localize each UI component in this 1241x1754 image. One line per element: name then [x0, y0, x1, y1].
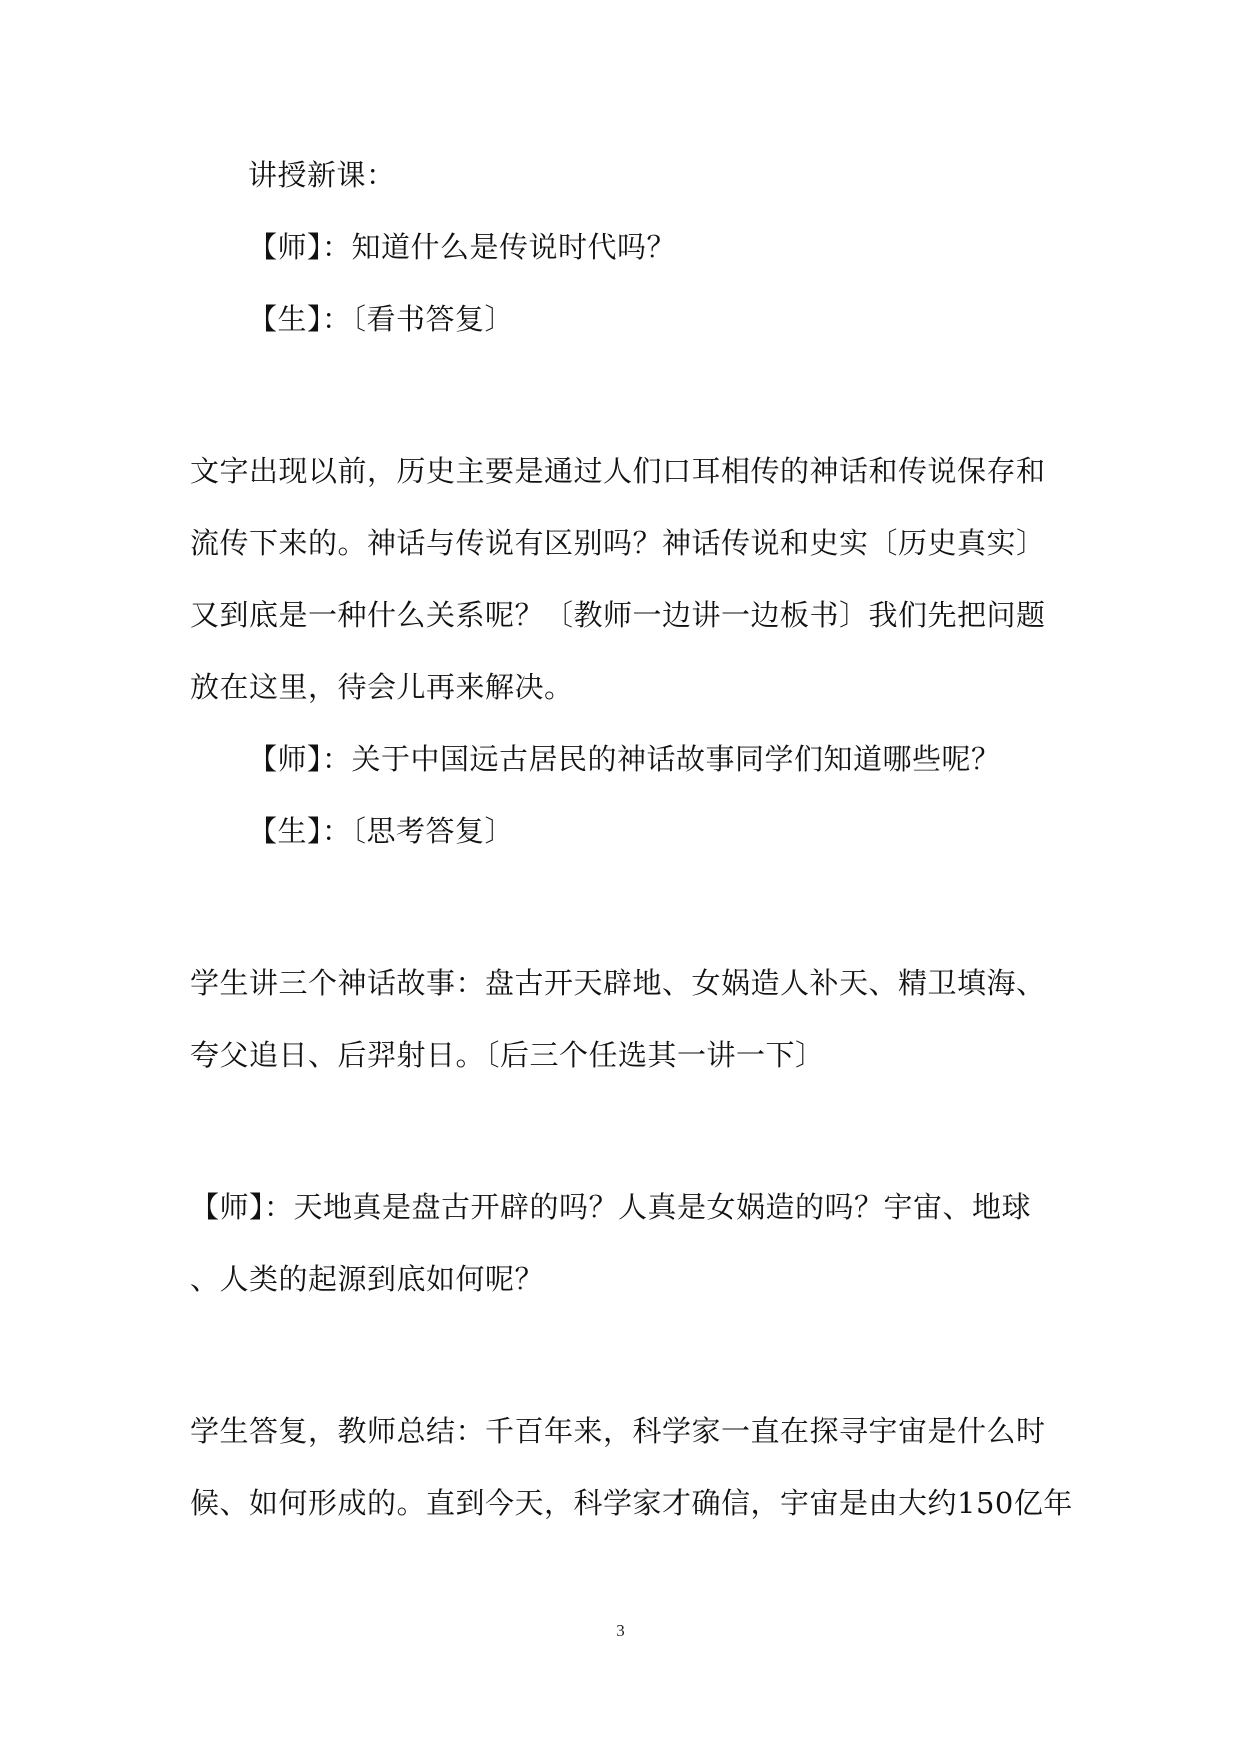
dialogue-student: 【生】：〔思考答复〕	[248, 814, 515, 848]
paragraph-line: 又到底是一种什么关系呢？〔教师一边讲一边板书〕我们先把问题	[190, 598, 1046, 632]
paragraph-line: 放在这里，待会儿再来解决。	[190, 670, 574, 704]
paragraph-line: 流传下来的。神话与传说有区别吗？神话传说和史实〔历史真实〕	[190, 526, 1046, 560]
dialogue-student: 【生】：〔看书答复〕	[248, 302, 515, 336]
page-number: 3	[616, 1621, 625, 1640]
paragraph-line: 学生答复，教师总结：千百年来，科学家一直在探寻宇宙是什么时	[190, 1414, 1046, 1448]
dialogue-teacher: 【师】：关于中国远古居民的神话故事同学们知道哪些呢？	[248, 742, 1001, 776]
section-heading: 讲授新课：	[248, 158, 396, 192]
paragraph-line: 夸父追日、后羿射日。〔后三个任选其一讲一下〕	[190, 1038, 825, 1072]
paragraph-line: 文字出现以前，历史主要是通过人们口耳相传的神话和传说保存和	[190, 454, 1046, 488]
paragraph-line: 候、如何形成的。直到今天，科学家才确信，宇宙是由大约150亿年	[190, 1486, 1073, 1520]
paragraph-line: 、人类的起源到底如何呢？	[190, 1262, 545, 1296]
dialogue-teacher: 【师】：天地真是盘古开辟的吗？人真是女娲造的吗？宇宙、地球	[190, 1190, 1032, 1224]
dialogue-teacher: 【师】：知道什么是传说时代吗？	[248, 230, 677, 264]
paragraph-line: 学生讲三个神话故事：盘古开天辟地、女娲造人补天、精卫填海、	[190, 966, 1046, 1000]
